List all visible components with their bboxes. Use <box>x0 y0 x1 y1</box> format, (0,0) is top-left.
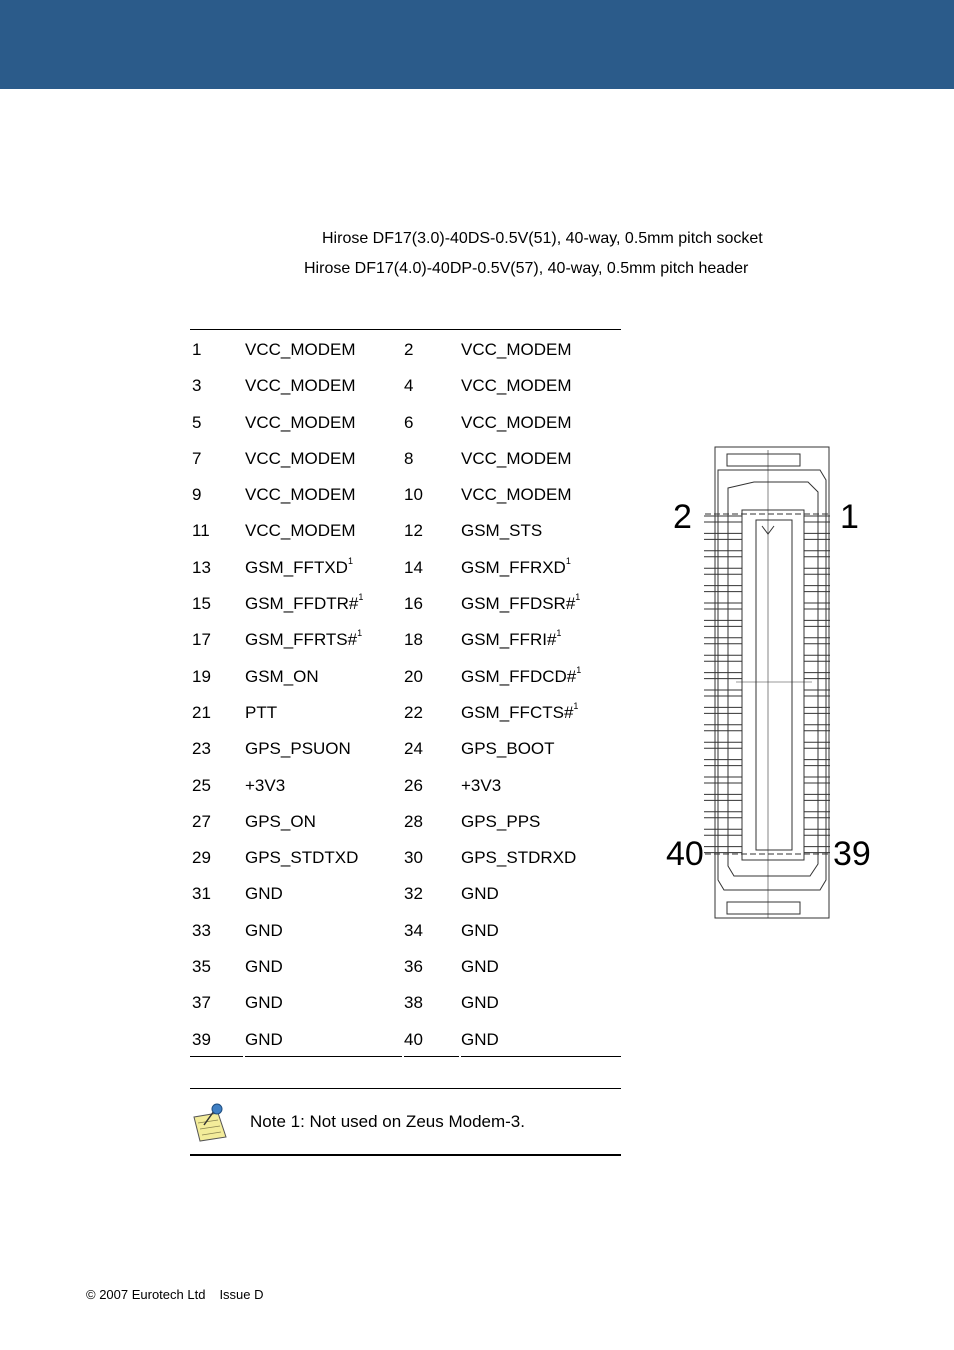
pin-number <box>404 739 423 759</box>
signal-name <box>461 848 576 868</box>
pin-number-text: 37 <box>192 993 211 1013</box>
pin-number <box>404 848 423 868</box>
socket-description: Hirose DF17(3.0)-40DS-0.5V(51), 40-way, 0.5mm pitch socket <box>322 230 763 247</box>
signal-name <box>461 921 499 941</box>
pin-number-text: 10 <box>404 485 423 505</box>
pin-number <box>404 993 423 1013</box>
signal-name-text: +3V3 <box>461 775 502 795</box>
connector-diagram <box>660 440 880 922</box>
connector-line <box>727 454 800 466</box>
pin-number-text: 39 <box>192 1029 211 1049</box>
pinout-table <box>190 329 621 1056</box>
table-row <box>190 802 621 838</box>
signal-name <box>245 812 316 832</box>
signal-name <box>245 555 353 578</box>
signal-name-text: GND <box>461 1029 499 1049</box>
footnote-marker: 1 <box>347 555 353 566</box>
pin-number <box>404 340 413 360</box>
table-row <box>190 439 621 475</box>
signal-name-text: GND <box>245 920 283 940</box>
signal-name <box>461 449 572 469</box>
signal-name-text: PTT <box>245 702 278 722</box>
pin-number-text: 8 <box>404 448 414 468</box>
footnote-marker: 1 <box>358 592 364 603</box>
pin-number <box>192 558 211 578</box>
signal-name-text: GND <box>245 957 283 977</box>
signal-name <box>461 594 580 614</box>
pin-number <box>192 776 211 796</box>
signal-name-text: VCC_MODEM <box>245 340 356 359</box>
pin-number-text: 7 <box>192 448 202 468</box>
pin-number-text: 1 <box>192 340 202 359</box>
table-row <box>190 403 621 439</box>
pushpin-note-icon <box>190 1103 230 1143</box>
table-row <box>190 548 621 584</box>
header-description: Hirose DF17(4.0)-40DP-0.5V(57), 40-way, 0.5mm pitch header <box>304 260 749 277</box>
signal-name-text: VCC_MODEM <box>461 376 572 396</box>
signal-name <box>245 884 283 904</box>
signal-name-text: GSM_FFDSR# <box>461 594 576 614</box>
signal-name-text: GSM_FFRXD <box>461 557 566 577</box>
signal-name-text: VCC_MODEM <box>245 412 356 432</box>
table-row <box>190 947 621 983</box>
signal-name-text: GPS_PSUON <box>245 739 351 759</box>
connector-line <box>727 902 800 914</box>
signal-name-text: GSM_ON <box>245 666 319 686</box>
pin-number-text: 5 <box>192 412 202 432</box>
signal-name <box>461 413 572 433</box>
pin-number-text: 15 <box>192 594 211 614</box>
signal-name-text: GND <box>461 957 499 977</box>
signal-name-text: GSM_STS <box>461 521 543 541</box>
pin-number-text: 3 <box>192 376 202 396</box>
signal-name <box>245 993 283 1013</box>
connector-outline <box>715 447 829 918</box>
pin-number <box>192 521 210 541</box>
pin-number-text: 23 <box>192 739 211 759</box>
pin-number <box>404 884 423 904</box>
pin-number <box>192 449 201 469</box>
footnote-marker: 1 <box>573 700 579 711</box>
note-box <box>190 1088 621 1156</box>
pin-number <box>192 340 201 360</box>
pin-number-text: 18 <box>404 630 423 650</box>
pin-number <box>192 667 211 687</box>
signal-name <box>245 1030 283 1050</box>
table-row <box>190 729 621 765</box>
pin-number <box>192 485 201 505</box>
pin-number-text: 24 <box>404 739 423 759</box>
pin-number-text: 36 <box>404 957 423 977</box>
signal-name <box>245 340 356 360</box>
signal-name-text: +3V3 <box>245 775 286 795</box>
pin-number <box>192 921 211 941</box>
connector-line <box>756 520 792 850</box>
pin-number-text: 30 <box>404 848 423 868</box>
signal-name-text: GPS_STDRXD <box>461 848 577 868</box>
pin-number-text: 2 <box>404 340 414 359</box>
signal-name <box>461 1030 499 1050</box>
footnote-marker: 1 <box>565 555 571 566</box>
pin-number-text: 11 <box>192 521 210 541</box>
pin-number <box>192 739 211 759</box>
signal-name-text: VCC_MODEM <box>245 376 356 396</box>
pin-number <box>404 921 423 941</box>
pin-number <box>404 558 423 578</box>
table-row <box>190 874 621 910</box>
connector-slot <box>742 510 804 860</box>
signal-name <box>245 449 356 469</box>
pin-number <box>404 594 423 614</box>
signal-name-text: GND <box>461 920 499 940</box>
table-row <box>190 766 621 802</box>
pin-number-text: 35 <box>192 957 211 977</box>
pin-number-text: 9 <box>192 485 202 505</box>
signal-name-text: VCC_MODEM <box>461 448 572 468</box>
table-row <box>190 475 621 511</box>
signal-name <box>461 776 501 796</box>
signal-name <box>245 739 351 759</box>
pin-number <box>404 667 423 687</box>
signal-name <box>245 413 356 433</box>
pin-number-text: 21 <box>192 702 211 722</box>
pin-label-bottom-right: 39 <box>833 835 871 873</box>
signal-name <box>245 521 356 541</box>
signal-name-text: GND <box>245 1029 283 1049</box>
signal-name <box>461 739 555 759</box>
pin-number-text: 6 <box>404 412 414 432</box>
signal-name-text: GPS_STDTXD <box>245 848 359 868</box>
signal-name <box>461 884 499 904</box>
pin-number-text: 31 <box>192 884 211 904</box>
signal-name <box>245 957 283 977</box>
pin-number <box>404 957 423 977</box>
signal-name-text: GSM_FFCTS# <box>461 702 574 722</box>
signal-name-text: VCC_MODEM <box>245 448 356 468</box>
pin-number <box>404 1030 423 1050</box>
pin-number-text: 32 <box>404 884 423 904</box>
table-row <box>190 584 621 620</box>
pin-number <box>404 630 423 650</box>
signal-name <box>461 630 561 650</box>
signal-name <box>461 957 499 977</box>
footnote-marker: 1 <box>575 592 581 603</box>
signal-name <box>245 594 363 614</box>
pin-number <box>192 848 211 868</box>
signal-name-text: GPS_PPS <box>461 811 541 831</box>
pin-number <box>192 993 211 1013</box>
signal-name <box>461 340 572 360</box>
signal-name-text: GPS_BOOT <box>461 739 555 759</box>
page-footer <box>86 1287 278 1302</box>
signal-name <box>245 921 283 941</box>
pin-number <box>192 1030 211 1050</box>
pin-number-text: 17 <box>192 630 211 650</box>
pin-number-text: 34 <box>404 920 423 940</box>
signal-name <box>461 700 579 723</box>
table-row <box>190 1020 621 1056</box>
signal-name <box>245 485 356 505</box>
table-row <box>190 511 621 547</box>
pin-number-text: 16 <box>404 594 423 614</box>
pin-number <box>404 812 423 832</box>
footnote-marker: 1 <box>357 628 363 639</box>
pin-number <box>404 521 423 541</box>
table-row <box>190 983 621 1019</box>
pin-number-text: 27 <box>192 811 211 831</box>
pin-number <box>192 630 211 650</box>
signal-name-text: GSM_FFTXD <box>245 557 348 577</box>
signal-name <box>245 376 356 396</box>
signal-name-text: VCC_MODEM <box>245 485 356 505</box>
pin-number-text: 25 <box>192 775 211 795</box>
pin-number <box>192 884 211 904</box>
table-row <box>190 911 621 947</box>
signal-name-text: GSM_FFDTR# <box>245 594 359 614</box>
signal-name <box>461 993 499 1013</box>
pin-number <box>404 485 423 505</box>
pin-number <box>404 703 423 723</box>
signal-name <box>461 812 540 832</box>
pin-number-text: 12 <box>404 521 423 541</box>
pin-number-text: 26 <box>404 775 423 795</box>
pin-number <box>404 776 423 796</box>
pin-number-text: 33 <box>192 920 211 940</box>
signal-name <box>245 848 358 868</box>
signal-name-text: GND <box>461 884 499 904</box>
pin-number-text: 20 <box>404 666 423 686</box>
header-banner <box>0 0 954 89</box>
signal-name <box>461 485 572 505</box>
pin-number <box>192 703 211 723</box>
pin-number-text: 38 <box>404 993 423 1013</box>
table-row <box>190 657 621 693</box>
signal-name <box>461 555 571 578</box>
signal-name-text: GPS_ON <box>245 811 316 831</box>
signal-name-text: VCC_MODEM <box>461 340 572 359</box>
pin-number <box>404 413 413 433</box>
table-bottom-rule <box>190 1056 621 1057</box>
signal-name-text: VCC_MODEM <box>245 521 356 541</box>
signal-name <box>245 703 277 723</box>
signal-name-text: VCC_MODEM <box>461 412 572 432</box>
pin-number <box>404 376 413 396</box>
pin-label-top-right: 1 <box>840 498 859 536</box>
pin-number-text: 4 <box>404 376 414 396</box>
pin-number <box>192 376 201 396</box>
copyright: © 2007 Eurotech Ltd <box>86 1287 206 1302</box>
signal-name <box>461 521 542 541</box>
signal-name <box>461 664 582 687</box>
pin-number-text: 22 <box>404 702 423 722</box>
table-row <box>190 366 621 402</box>
note-text: Note 1: Not used on Zeus Modem-3. <box>250 1112 525 1131</box>
pin-number-text: 29 <box>192 848 211 868</box>
pin-number <box>404 449 413 469</box>
pin-number <box>192 594 211 614</box>
table-row <box>190 330 621 366</box>
footnote-marker: 1 <box>576 664 582 675</box>
table-row <box>190 838 621 874</box>
pin-number <box>192 812 211 832</box>
signal-name <box>245 630 362 650</box>
signal-name <box>245 667 319 687</box>
pin-number-text: 40 <box>404 1029 423 1049</box>
signal-name-text: GSM_FFRI# <box>461 630 557 650</box>
signal-name-text: GSM_FFDCD# <box>461 666 577 686</box>
footnote-marker: 1 <box>556 628 562 639</box>
pin-number-text: 28 <box>404 811 423 831</box>
pin-number <box>192 957 211 977</box>
pin-number-text: 19 <box>192 666 211 686</box>
signal-name-text: GND <box>245 993 283 1013</box>
pin-label-top-left: 2 <box>673 498 692 536</box>
signal-name <box>461 376 572 396</box>
signal-name-text: VCC_MODEM <box>461 485 572 505</box>
signal-name-text: GND <box>245 884 283 904</box>
pin-label-bottom-left: 40 <box>666 835 704 873</box>
signal-name <box>245 776 285 796</box>
pin-number <box>192 413 201 433</box>
table-row <box>190 620 621 656</box>
pin-number-text: 14 <box>404 557 423 577</box>
issue-label: Issue D <box>219 1287 264 1302</box>
table-row <box>190 693 621 729</box>
pin-number-text: 13 <box>192 557 211 577</box>
signal-name-text: GSM_FFRTS# <box>245 630 358 650</box>
signal-name-text: GND <box>461 993 499 1013</box>
